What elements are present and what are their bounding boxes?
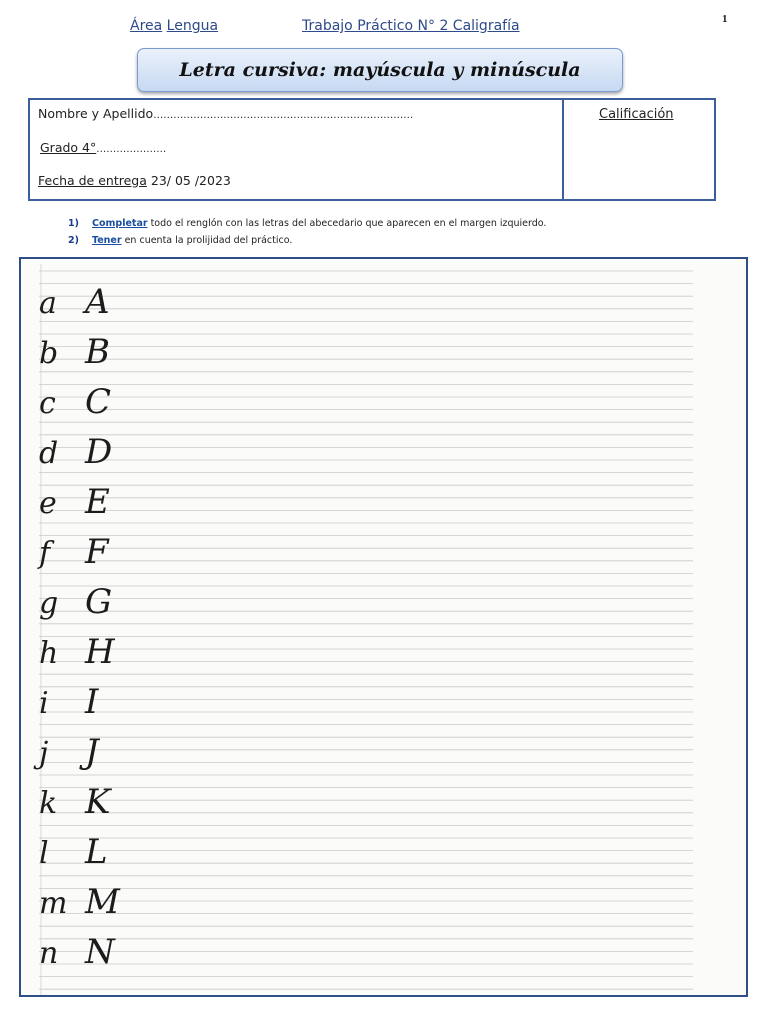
nombre-row[interactable] — [38, 106, 413, 121]
instruction-number: 1) — [68, 218, 79, 229]
lowercase-letter: a — [39, 286, 57, 321]
grado-row[interactable] — [40, 140, 166, 155]
letter-pair-h — [39, 632, 115, 672]
uppercase-letter: D — [85, 432, 113, 472]
letter-pair-b — [39, 332, 110, 372]
lowercase-letter: g — [39, 586, 59, 621]
letter-pair-d — [39, 432, 112, 472]
grado-label: Grado 4° — [40, 140, 97, 155]
header-area — [130, 18, 218, 34]
uppercase-letter: H — [85, 632, 115, 672]
instruction-keyword: Completar — [92, 218, 148, 229]
letter-pair-n — [39, 932, 115, 972]
letter-pair-c — [39, 382, 111, 422]
uppercase-letter: J — [85, 732, 99, 772]
instruction-number: 2) — [68, 235, 79, 246]
uppercase-letter: F — [85, 532, 109, 572]
letter-pair-j — [39, 732, 99, 772]
instruction-text: en cuenta la prolijidad del práctico. — [121, 235, 293, 246]
fecha-row — [38, 173, 231, 188]
lowercase-letter: d — [39, 436, 59, 471]
lowercase-letter: j — [39, 736, 49, 771]
fecha-value: 23/ 05 /2023 — [150, 173, 231, 188]
letter-pair-i — [39, 682, 98, 722]
title-banner — [137, 48, 623, 92]
instruction-text: todo el renglón con las letras del abecedario que aparecen en el margen izquierdo. — [147, 218, 547, 229]
uppercase-letter: K — [85, 782, 111, 822]
uppercase-letter: B — [85, 332, 110, 372]
nombre-fill-line[interactable]: …………………………………………………………………… — [153, 110, 414, 121]
lowercase-letter: i — [39, 686, 49, 721]
area-subject: Lengua — [166, 18, 219, 34]
grado-fill-line[interactable]: ………………… — [96, 144, 167, 155]
letter-pair-k — [39, 782, 110, 822]
handwriting-practice-sheet[interactable] — [19, 257, 748, 997]
uppercase-letter: N — [85, 932, 115, 972]
page-number: 1 — [722, 13, 728, 25]
lowercase-letter: b — [39, 336, 59, 371]
letter-pair-m — [39, 882, 120, 922]
uppercase-letter: L — [85, 832, 108, 872]
uppercase-letter: M — [85, 882, 120, 922]
lowercase-letter: f — [39, 536, 51, 571]
lowercase-letter: m — [39, 886, 68, 921]
letter-pair-l — [39, 832, 108, 872]
instructions-list — [68, 218, 546, 252]
lowercase-letter: h — [39, 636, 59, 671]
letter-pair-a — [39, 282, 110, 322]
letter-pair-g — [39, 582, 112, 622]
student-info-table — [28, 98, 716, 201]
lowercase-letter: l — [39, 836, 49, 871]
lowercase-letter: c — [39, 386, 56, 421]
calificacion-cell[interactable] — [564, 100, 714, 199]
instruction-item — [68, 218, 546, 235]
instruction-keyword: Tener — [92, 235, 122, 246]
uppercase-letter: I — [85, 682, 99, 722]
page-title: Letra cursiva: mayúscula y minúscula — [179, 59, 581, 81]
uppercase-letter: E — [85, 482, 110, 522]
area-label: Área — [130, 18, 163, 34]
ruled-lines — [21, 259, 746, 995]
uppercase-letter: A — [85, 282, 110, 322]
nombre-label: Nombre y Apellido — [38, 106, 154, 121]
header-trabajo: Trabajo Práctico N° 2 Caligrafía — [302, 18, 520, 34]
fecha-label: Fecha de entrega — [38, 173, 147, 188]
calificacion-label: Calificación — [599, 107, 674, 122]
lowercase-letter: e — [39, 486, 57, 521]
lowercase-letter: k — [39, 786, 58, 821]
lowercase-letter: n — [39, 936, 59, 971]
letter-pair-e — [39, 482, 110, 522]
student-info-cell — [30, 100, 564, 199]
uppercase-letter: G — [85, 582, 113, 622]
uppercase-letter: C — [85, 382, 112, 422]
instruction-item — [68, 235, 546, 252]
letter-pair-f — [39, 532, 109, 572]
